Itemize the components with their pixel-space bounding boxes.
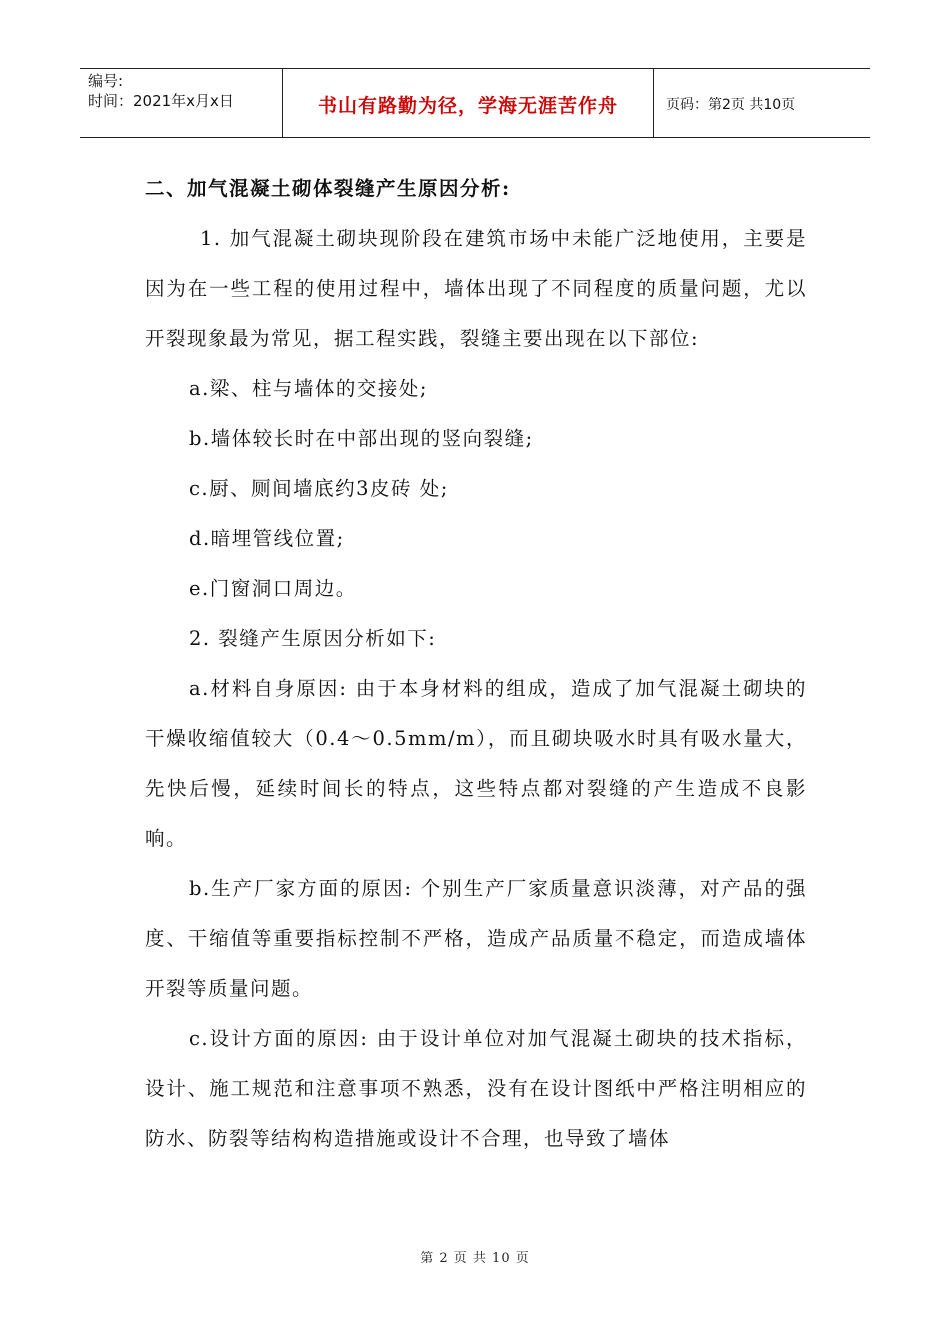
list-item-c: c.厨、厕间墙底约3皮砖 处;	[189, 477, 449, 500]
page-footer: 第 2 页 共 10 页	[420, 1251, 530, 1266]
header-right-cell	[654, 69, 870, 137]
header-middle-cell	[283, 69, 654, 137]
list-item-d: d.暗埋管线位置;	[189, 527, 345, 550]
cause-a: a.材料自身原因: 由于本身材料的组成，造成了加气混凝土砌块的干燥收缩值较大（0.4～0.5mm/m），而且砌块吸水时具有吸水量大，先快后慢，延续时间长的特点，这些特点都对裂缝的产生造成不良影响。	[145, 677, 807, 850]
page-header	[80, 68, 870, 138]
list-item-b: b.墙体较长时在中部出现的竖向裂缝;	[189, 427, 534, 450]
cause-b: b.生产厂家方面的原因: 个别生产厂家质量意识淡薄，对产品的强度、干缩值等重要指标控制不严格，造成产品质量不稳定，而造成墙体开裂等质量问题。	[145, 877, 807, 1000]
list-item-a: a.梁、柱与墙体的交接处;	[189, 377, 428, 400]
header-left-cell	[80, 69, 283, 137]
list-item-e: e.门窗洞口周边。	[189, 577, 357, 600]
paragraph-2: 2. 裂缝产生原因分析如下:	[189, 627, 437, 650]
cause-c: c.设计方面的原因: 由于设计单位对加气混凝土砌块的技术指标，设计、施工规范和注意事项不熟悉，没有在设计图纸中严格注明相应的防水、防裂等结构构造措施或设计不合理，也导致了墙体	[145, 1027, 807, 1150]
section-heading: 二、加气混凝土砌体裂缝产生原因分析:	[145, 177, 511, 200]
header-page-info: 页码：第2页 共10页	[666, 97, 796, 113]
doc-number-label: 编号:	[88, 72, 124, 90]
date-label: 时间：2021年x月x日	[88, 92, 234, 110]
paragraph-1: 1. 加气混凝土砌块现阶段在建筑市场中未能广泛地使用，主要是因为在一些工程的使用过程中，墙体出现了不同程度的质量问题，尤以开裂现象最为常见，据工程实践，裂缝主要出现在以下部位:	[145, 227, 807, 350]
header-motto: 书山有路勤为径，学海无涯苦作舟	[317, 95, 618, 117]
document-body	[145, 164, 807, 1164]
